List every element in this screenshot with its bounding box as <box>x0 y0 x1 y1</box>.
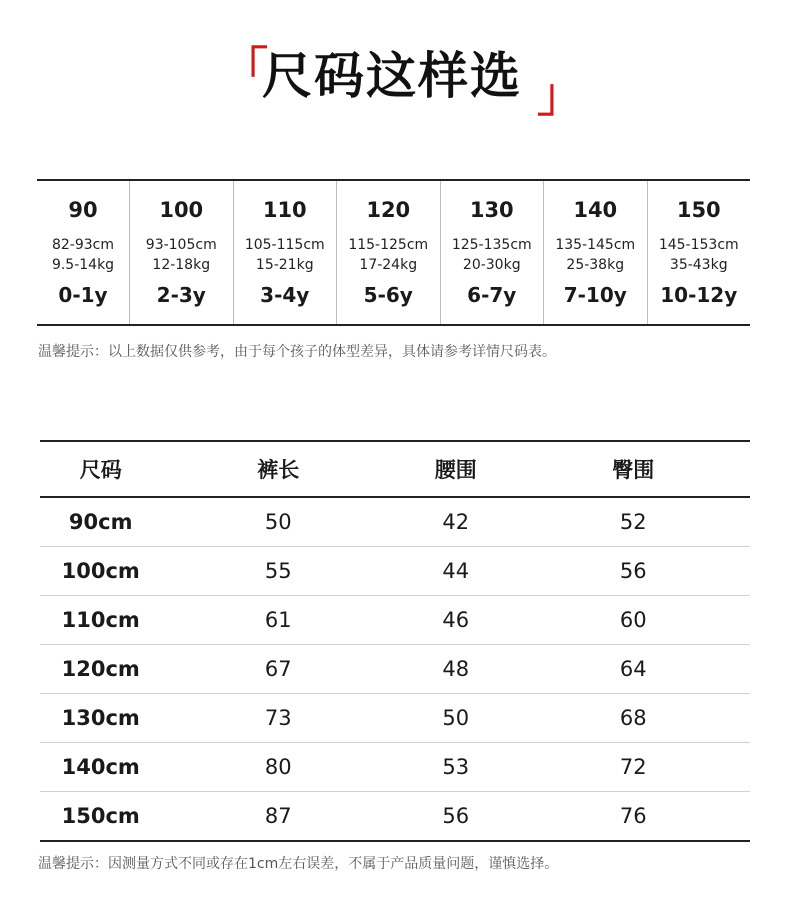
cell-waist: 48 <box>442 657 470 681</box>
age-column <box>647 181 751 324</box>
size-table-header <box>40 442 750 498</box>
age-years: 6-7y <box>467 283 517 307</box>
table-row <box>40 792 750 840</box>
age-size-label: 130 <box>469 198 514 222</box>
age-height: 93-105cm <box>145 237 217 253</box>
cell-length: 50 <box>264 510 292 534</box>
cell-size: 140cm <box>61 755 140 779</box>
cell-waist: 46 <box>442 608 470 632</box>
age-weight: 35-43kg <box>669 257 728 273</box>
table-row <box>40 596 750 645</box>
age-weight: 17-24kg <box>359 257 418 273</box>
header-waist: 腰围 <box>434 458 477 482</box>
age-size-label: 140 <box>573 198 618 222</box>
age-column <box>440 181 544 324</box>
table-row <box>40 498 750 547</box>
cell-length: 67 <box>264 657 292 681</box>
header-size: 尺码 <box>79 458 122 482</box>
cell-size: 90cm <box>68 510 133 534</box>
age-measurements <box>37 235 129 275</box>
cell-waist: 56 <box>442 804 470 828</box>
table-row <box>40 694 750 743</box>
age-size-label: 100 <box>159 198 204 222</box>
age-height: 125-135cm <box>451 237 532 253</box>
age-measurements <box>441 235 544 275</box>
age-measurements <box>544 235 647 275</box>
age-years: 3-4y <box>260 283 310 307</box>
cell-hip: 52 <box>619 510 647 534</box>
cell-hip: 68 <box>619 706 647 730</box>
cell-hip: 56 <box>619 559 647 583</box>
table-row <box>40 743 750 792</box>
age-measurements <box>130 235 233 275</box>
age-measurements <box>234 235 337 275</box>
tip-note-top: 温馨提示：以上数据仅供参考，由于每个孩子的体型差异，具体请参考详情尺码表。 <box>38 344 556 360</box>
cell-size: 130cm <box>61 706 140 730</box>
cell-size: 100cm <box>61 559 140 583</box>
age-column <box>37 181 129 324</box>
age-column <box>129 181 233 324</box>
age-years: 7-10y <box>563 283 627 307</box>
cell-size: 110cm <box>61 608 140 632</box>
age-height: 145-153cm <box>658 237 739 253</box>
title-open-bracket: 「 <box>222 42 268 96</box>
cell-length: 73 <box>264 706 292 730</box>
age-years: 0-1y <box>58 283 108 307</box>
age-height: 105-115cm <box>244 237 325 253</box>
age-height: 115-125cm <box>348 237 429 253</box>
cell-length: 55 <box>264 559 292 583</box>
age-years: 5-6y <box>363 283 413 307</box>
header-length: 裤长 <box>257 458 300 482</box>
page-title <box>0 38 790 122</box>
age-size-label: 120 <box>366 198 411 222</box>
age-column <box>543 181 647 324</box>
age-measurements <box>337 235 440 275</box>
age-column <box>233 181 337 324</box>
age-weight: 15-21kg <box>255 257 314 273</box>
title-close-bracket: 」 <box>537 68 583 122</box>
age-column <box>336 181 440 324</box>
cell-length: 61 <box>264 608 292 632</box>
age-size-label: 150 <box>676 198 721 222</box>
age-weight: 20-30kg <box>462 257 521 273</box>
tip-note-bottom: 温馨提示：因测量方式不同或存在1cm左右误差，不属于产品质量问题，谨慎选择。 <box>38 856 559 872</box>
age-size-chart <box>37 179 750 326</box>
age-weight: 25-38kg <box>566 257 625 273</box>
age-weight: 9.5-14kg <box>51 257 115 273</box>
age-height: 82-93cm <box>51 237 114 253</box>
header-hip: 臀围 <box>612 458 655 482</box>
age-size-label: 110 <box>262 198 307 222</box>
cell-waist: 50 <box>442 706 470 730</box>
age-size-label: 90 <box>68 198 98 222</box>
cell-length: 87 <box>264 804 292 828</box>
cell-hip: 76 <box>619 804 647 828</box>
table-row <box>40 547 750 596</box>
table-row <box>40 645 750 694</box>
cell-waist: 42 <box>442 510 470 534</box>
size-table <box>40 440 750 842</box>
cell-waist: 44 <box>442 559 470 583</box>
age-years: 10-12y <box>660 283 738 307</box>
cell-size: 150cm <box>61 804 140 828</box>
cell-hip: 60 <box>619 608 647 632</box>
cell-hip: 72 <box>619 755 647 779</box>
age-height: 135-145cm <box>555 237 636 253</box>
cell-size: 120cm <box>61 657 140 681</box>
cell-length: 80 <box>264 755 292 779</box>
cell-waist: 53 <box>442 755 470 779</box>
age-years: 2-3y <box>156 283 206 307</box>
age-measurements <box>648 235 751 275</box>
title-text: 尺码这样选 <box>262 47 522 105</box>
cell-hip: 64 <box>619 657 647 681</box>
age-weight: 12-18kg <box>152 257 211 273</box>
